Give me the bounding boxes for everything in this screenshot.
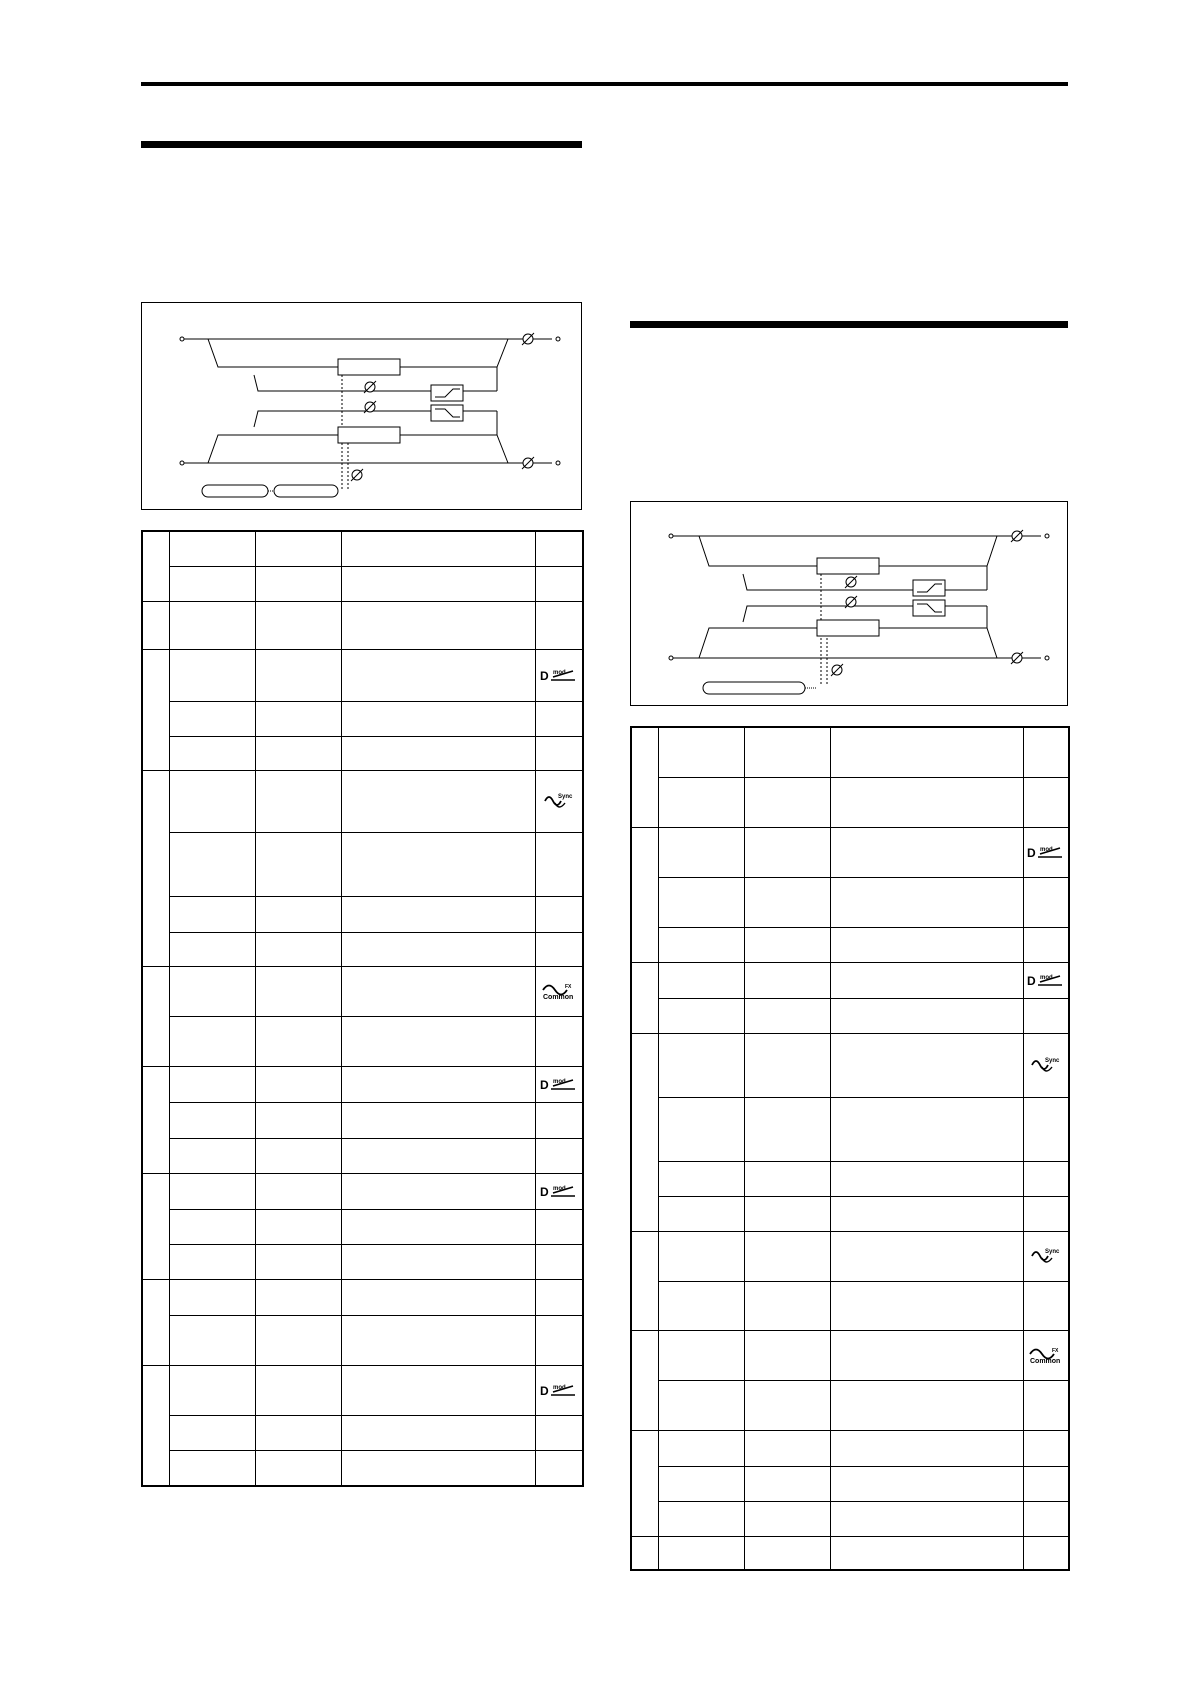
parameter-name-cell xyxy=(658,1330,744,1380)
svg-text:FX: FX xyxy=(1051,1348,1059,1354)
value-range-cell xyxy=(744,1097,830,1161)
table-row xyxy=(142,736,583,770)
description-cell xyxy=(830,1281,1023,1330)
description-cell xyxy=(341,701,535,736)
value-range-cell xyxy=(744,1231,830,1281)
right-diagram-svg xyxy=(631,502,1069,707)
description-cell xyxy=(830,727,1023,777)
page-top-rule xyxy=(141,82,1068,86)
right-section-heading-bar xyxy=(630,321,1068,328)
left-diagram-svg xyxy=(142,303,583,511)
description-cell xyxy=(341,1173,535,1209)
fx-common-icon xyxy=(536,981,583,1001)
svg-text:mod: mod xyxy=(552,1079,566,1085)
parameter-name-cell xyxy=(169,566,255,601)
group-number-cell xyxy=(142,966,169,1066)
right-signal-flow-diagram xyxy=(630,501,1068,706)
right-diagram-high-filter-icon xyxy=(913,600,945,616)
modulation-icon-cell xyxy=(1023,727,1069,777)
parameter-name-cell xyxy=(658,1536,744,1570)
value-range-cell xyxy=(255,1450,341,1486)
table-row xyxy=(631,827,1069,877)
parameter-name-cell xyxy=(169,1450,255,1486)
description-cell xyxy=(341,1315,535,1365)
svg-text:D: D xyxy=(539,669,549,683)
modulation-icon-cell xyxy=(1023,827,1069,877)
modulation-icon-cell xyxy=(535,1016,583,1066)
description-cell xyxy=(830,1501,1023,1536)
svg-text:Sync: Sync xyxy=(1044,1249,1060,1255)
modulation-icon-cell xyxy=(535,1365,583,1415)
right-diagram-right-delay-box xyxy=(817,620,879,636)
value-range-cell xyxy=(255,932,341,966)
value-range-cell xyxy=(255,736,341,770)
parameter-name-cell xyxy=(658,1033,744,1097)
svg-text:D: D xyxy=(1026,974,1036,988)
table-row xyxy=(142,1450,583,1486)
dmod-icon xyxy=(536,1183,583,1199)
group-number-cell xyxy=(142,531,169,601)
svg-text:mod: mod xyxy=(552,1385,566,1391)
value-range-cell xyxy=(255,531,341,566)
description-cell xyxy=(341,932,535,966)
table-row xyxy=(142,932,583,966)
modulation-icon-cell xyxy=(535,601,583,649)
value-range-cell xyxy=(255,1279,341,1315)
table-row xyxy=(142,966,583,1016)
group-number-cell xyxy=(142,1066,169,1173)
value-range-cell xyxy=(744,1033,830,1097)
description-cell xyxy=(341,770,535,832)
value-range-cell xyxy=(744,1466,830,1501)
description-cell xyxy=(341,966,535,1016)
parameter-name-cell xyxy=(169,1315,255,1365)
group-number-cell xyxy=(142,1279,169,1365)
parameter-name-cell xyxy=(169,1173,255,1209)
parameter-name-cell xyxy=(169,1138,255,1173)
description-cell xyxy=(830,1196,1023,1231)
modulation-icon-cell xyxy=(535,531,583,566)
sync-icon xyxy=(536,791,583,811)
description-cell xyxy=(830,927,1023,962)
description-cell xyxy=(341,601,535,649)
left-signal-flow-diagram xyxy=(141,302,582,510)
modulation-icon-cell xyxy=(1023,1196,1069,1231)
description-cell xyxy=(830,998,1023,1033)
parameter-name-cell xyxy=(169,932,255,966)
modulation-icon-cell xyxy=(1023,777,1069,827)
modulation-icon-cell xyxy=(1023,1466,1069,1501)
modulation-icon-cell xyxy=(1023,927,1069,962)
value-range-cell xyxy=(255,1315,341,1365)
modulation-icon-cell xyxy=(535,1209,583,1244)
value-range-cell xyxy=(744,1161,830,1196)
group-number-cell xyxy=(142,601,169,649)
right-diagram-low-filter-icon xyxy=(913,580,945,596)
table-row xyxy=(631,1097,1069,1161)
svg-text:D: D xyxy=(539,1185,549,1199)
parameter-name-cell xyxy=(169,1066,255,1102)
description-cell xyxy=(341,531,535,566)
table-row xyxy=(631,1466,1069,1501)
svg-text:Common: Common xyxy=(542,994,574,1001)
group-number-cell xyxy=(631,727,658,827)
left-table-body xyxy=(142,531,583,1486)
description-cell xyxy=(341,1365,535,1415)
table-row xyxy=(631,1380,1069,1430)
value-range-cell xyxy=(744,998,830,1033)
right-output-jack xyxy=(556,461,560,465)
svg-text:FX: FX xyxy=(564,984,572,990)
value-range-cell xyxy=(744,962,830,998)
value-range-cell xyxy=(255,1365,341,1415)
modulation-icon-cell xyxy=(1023,1380,1069,1430)
value-range-cell xyxy=(255,1415,341,1450)
parameter-name-cell xyxy=(658,1097,744,1161)
svg-text:D: D xyxy=(539,1384,549,1398)
sync-icon xyxy=(1024,1246,1069,1266)
left-parameter-table xyxy=(141,530,584,1487)
table-row xyxy=(631,1430,1069,1466)
parameter-name-cell xyxy=(658,962,744,998)
parameter-name-cell xyxy=(658,1466,744,1501)
parameter-name-cell xyxy=(169,1102,255,1138)
parameter-name-cell xyxy=(169,966,255,1016)
group-number-cell xyxy=(142,1173,169,1279)
table-row xyxy=(631,1281,1069,1330)
description-cell xyxy=(830,1466,1023,1501)
modulation-icon-cell xyxy=(1023,877,1069,927)
table-row xyxy=(631,927,1069,962)
description-cell xyxy=(341,1016,535,1066)
parameter-name-cell xyxy=(169,1279,255,1315)
description-cell xyxy=(341,1102,535,1138)
fx-common-icon xyxy=(1024,1345,1069,1365)
description-cell xyxy=(830,1330,1023,1380)
description-cell xyxy=(341,1244,535,1279)
description-cell xyxy=(830,1033,1023,1097)
table-row xyxy=(631,1501,1069,1536)
modulation-icon-cell xyxy=(1023,962,1069,998)
parameter-name-cell xyxy=(169,601,255,649)
dmod-icon xyxy=(1024,844,1069,860)
parameter-name-cell xyxy=(169,736,255,770)
value-range-cell xyxy=(255,1016,341,1066)
value-range-cell xyxy=(255,649,341,701)
group-number-cell xyxy=(142,649,169,770)
svg-text:Sync: Sync xyxy=(1044,1058,1060,1064)
parameter-name-cell xyxy=(658,998,744,1033)
value-range-cell xyxy=(255,896,341,932)
table-row xyxy=(142,601,583,649)
table-row xyxy=(142,1244,583,1279)
table-row xyxy=(142,1365,583,1415)
modulation-icon-cell xyxy=(1023,1033,1069,1097)
parameter-name-cell xyxy=(169,1209,255,1244)
modulation-icon-cell xyxy=(535,1450,583,1486)
table-row xyxy=(631,877,1069,927)
table-row xyxy=(142,832,583,896)
value-range-cell xyxy=(255,1138,341,1173)
parameter-name-cell xyxy=(169,649,255,701)
dmod-icon xyxy=(536,1076,583,1092)
modulation-icon-cell xyxy=(535,832,583,896)
parameter-name-cell xyxy=(658,727,744,777)
modulation-icon-cell xyxy=(1023,1536,1069,1570)
table-row xyxy=(631,1330,1069,1380)
description-cell xyxy=(341,1450,535,1486)
svg-text:Sync: Sync xyxy=(557,794,573,800)
parameter-name-cell xyxy=(169,1415,255,1450)
description-cell xyxy=(341,832,535,896)
parameter-name-cell xyxy=(658,877,744,927)
modulation-icon-cell xyxy=(535,1279,583,1315)
parameter-name-cell xyxy=(658,927,744,962)
value-range-cell xyxy=(255,1209,341,1244)
modulation-icon-cell xyxy=(535,736,583,770)
group-number-cell xyxy=(631,1033,658,1231)
modulation-icon-cell xyxy=(1023,1097,1069,1161)
table-row xyxy=(631,727,1069,777)
description-cell xyxy=(341,1066,535,1102)
value-range-cell xyxy=(255,1173,341,1209)
modulation-icon-cell xyxy=(1023,1501,1069,1536)
table-row xyxy=(631,1196,1069,1231)
table-row xyxy=(142,1209,583,1244)
svg-text:D: D xyxy=(539,1078,549,1092)
parameter-name-cell xyxy=(169,896,255,932)
lfo-box xyxy=(202,485,268,497)
modulation-icon-cell xyxy=(535,1173,583,1209)
table-row xyxy=(142,1315,583,1365)
parameter-name-cell xyxy=(658,1161,744,1196)
dmod-icon xyxy=(536,667,583,683)
group-number-cell xyxy=(631,827,658,962)
value-range-cell xyxy=(255,566,341,601)
parameter-name-cell xyxy=(169,701,255,736)
group-number-cell xyxy=(631,1430,658,1536)
svg-text:mod: mod xyxy=(1039,975,1053,981)
description-cell xyxy=(830,1380,1023,1430)
value-range-cell xyxy=(744,877,830,927)
parameter-name-cell xyxy=(658,827,744,877)
value-range-cell xyxy=(255,832,341,896)
svg-text:D: D xyxy=(1026,846,1036,860)
parameter-name-cell xyxy=(658,1380,744,1430)
right-table-body xyxy=(631,727,1069,1570)
table-row xyxy=(142,1279,583,1315)
value-range-cell xyxy=(255,770,341,832)
description-cell xyxy=(830,962,1023,998)
group-number-cell xyxy=(631,962,658,1033)
description-cell xyxy=(341,1209,535,1244)
left-output-jack xyxy=(556,337,560,341)
modulation-icon-cell xyxy=(1023,1231,1069,1281)
parameter-name-cell xyxy=(658,1196,744,1231)
description-cell xyxy=(341,566,535,601)
modulation-icon-cell xyxy=(1023,1161,1069,1196)
right-input-jack xyxy=(180,461,184,465)
description-cell xyxy=(830,777,1023,827)
description-cell xyxy=(830,1430,1023,1466)
modulation-icon-cell xyxy=(535,966,583,1016)
left-delay-box xyxy=(338,359,400,375)
parameter-name-cell xyxy=(658,1231,744,1281)
table-row xyxy=(631,962,1069,998)
svg-text:mod: mod xyxy=(552,670,566,676)
modulation-icon-cell xyxy=(535,1244,583,1279)
description-cell xyxy=(830,1231,1023,1281)
description-cell xyxy=(341,736,535,770)
group-number-cell xyxy=(142,770,169,966)
value-range-cell xyxy=(744,1380,830,1430)
table-row xyxy=(142,531,583,566)
parameter-name-cell xyxy=(169,1365,255,1415)
value-range-cell xyxy=(744,1501,830,1536)
value-range-cell xyxy=(255,701,341,736)
left-section-heading-bar xyxy=(141,141,582,148)
group-number-cell xyxy=(631,1231,658,1330)
description-cell xyxy=(341,649,535,701)
parameter-name-cell xyxy=(658,1430,744,1466)
description-cell xyxy=(830,1536,1023,1570)
table-row xyxy=(142,1066,583,1102)
table-row xyxy=(142,649,583,701)
right-delay-box xyxy=(338,427,400,443)
table-row xyxy=(142,1102,583,1138)
description-cell xyxy=(341,1415,535,1450)
value-range-cell xyxy=(744,1196,830,1231)
description-cell xyxy=(341,1279,535,1315)
parameter-name-cell xyxy=(169,1016,255,1066)
modulation-icon-cell xyxy=(535,649,583,701)
svg-text:mod: mod xyxy=(1039,847,1053,853)
value-range-cell xyxy=(744,777,830,827)
svg-text:Common: Common xyxy=(1029,1358,1061,1365)
table-row xyxy=(142,1138,583,1173)
dmod-icon xyxy=(1024,972,1069,988)
description-cell xyxy=(830,877,1023,927)
value-range-cell xyxy=(744,1330,830,1380)
description-cell xyxy=(830,1161,1023,1196)
group-number-cell xyxy=(631,1330,658,1430)
modulation-icon-cell xyxy=(535,1102,583,1138)
description-cell xyxy=(830,827,1023,877)
table-row xyxy=(142,896,583,932)
left-input-jack xyxy=(180,337,184,341)
modulation-icon-cell xyxy=(535,1066,583,1102)
parameter-name-cell xyxy=(658,1281,744,1330)
right-diagram-left-delay-box xyxy=(817,558,879,574)
table-row xyxy=(631,1536,1069,1570)
modulation-icon-cell xyxy=(535,1415,583,1450)
right-diagram-control-box xyxy=(703,682,805,694)
modulation-icon-cell xyxy=(1023,1330,1069,1380)
parameter-name-cell xyxy=(169,832,255,896)
table-row xyxy=(631,1161,1069,1196)
svg-text:mod: mod xyxy=(552,1186,566,1192)
modulation-icon-cell xyxy=(535,566,583,601)
table-row xyxy=(142,770,583,832)
modulation-icon-cell xyxy=(1023,1281,1069,1330)
parameter-name-cell xyxy=(169,1244,255,1279)
value-range-cell xyxy=(744,827,830,877)
sync-icon xyxy=(1024,1055,1069,1075)
value-range-cell xyxy=(255,1066,341,1102)
parameter-name-cell xyxy=(658,1501,744,1536)
modulation-icon-cell xyxy=(535,1315,583,1365)
description-cell xyxy=(830,1097,1023,1161)
parameter-name-cell xyxy=(169,531,255,566)
value-range-cell xyxy=(744,927,830,962)
table-row xyxy=(631,777,1069,827)
group-number-cell xyxy=(631,1536,658,1570)
modulation-icon-cell xyxy=(535,932,583,966)
table-row xyxy=(631,1231,1069,1281)
modulation-icon-cell xyxy=(535,896,583,932)
table-row xyxy=(142,1016,583,1066)
dmod-box xyxy=(274,485,338,497)
group-number-cell xyxy=(142,1365,169,1486)
value-range-cell xyxy=(255,1244,341,1279)
value-range-cell xyxy=(744,1536,830,1570)
modulation-icon-cell xyxy=(535,770,583,832)
table-row xyxy=(142,566,583,601)
dmod-icon xyxy=(536,1382,583,1398)
value-range-cell xyxy=(255,966,341,1016)
right-parameter-table xyxy=(630,726,1070,1571)
parameter-name-cell xyxy=(169,770,255,832)
table-row xyxy=(142,701,583,736)
modulation-icon-cell xyxy=(535,701,583,736)
table-row xyxy=(631,1033,1069,1097)
table-row xyxy=(142,1415,583,1450)
description-cell xyxy=(341,1138,535,1173)
value-range-cell xyxy=(744,1281,830,1330)
value-range-cell xyxy=(255,1102,341,1138)
value-range-cell xyxy=(744,1430,830,1466)
table-row xyxy=(142,1173,583,1209)
low-filter-icon xyxy=(431,385,463,401)
table-row xyxy=(631,998,1069,1033)
value-range-cell xyxy=(255,601,341,649)
parameter-name-cell xyxy=(658,777,744,827)
modulation-icon-cell xyxy=(1023,1430,1069,1466)
modulation-icon-cell xyxy=(535,1138,583,1173)
description-cell xyxy=(341,896,535,932)
value-range-cell xyxy=(744,727,830,777)
high-filter-icon xyxy=(431,405,463,421)
modulation-icon-cell xyxy=(1023,998,1069,1033)
